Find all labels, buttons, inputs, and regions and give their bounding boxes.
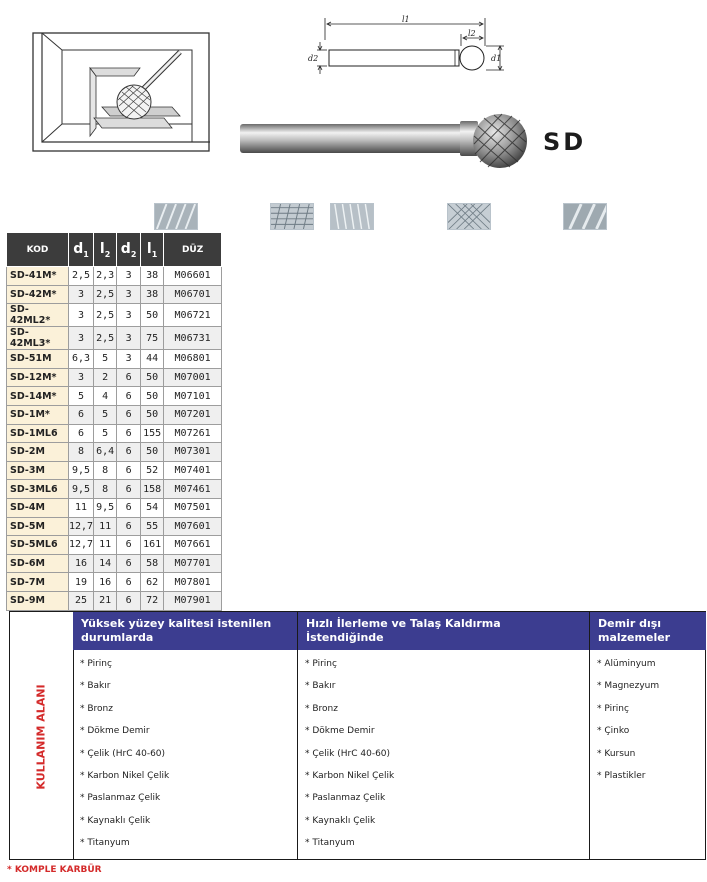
cell-kod: SD-41M*: [7, 267, 69, 286]
cell-d2: 6: [117, 480, 141, 499]
cell-l2: 5: [94, 350, 117, 369]
list-item: * Dökme Demir: [80, 726, 150, 737]
cell-l1: 155: [141, 424, 164, 443]
cell-d2: 6: [117, 424, 141, 443]
table-row: [7, 368, 222, 387]
list-item: * Bakır: [305, 681, 336, 692]
list-item: * Çinko: [597, 726, 630, 737]
cell-kod: SD-14M*: [7, 387, 69, 406]
usage-column-header: Hızlı İlerleme ve Talaş Kaldırma İstendiğinde: [298, 612, 590, 650]
cell-l1: 50: [141, 387, 164, 406]
cell-l2: 14: [94, 554, 117, 573]
cell-l1: 75: [141, 327, 164, 350]
cell-l2: 2,5: [94, 327, 117, 350]
table-row: [7, 461, 222, 480]
cell-d1: 2,5: [69, 267, 94, 286]
cell-duz: M07401: [164, 461, 222, 480]
cell-l2: 2,5: [94, 304, 117, 327]
usage-side-panel: [10, 612, 74, 859]
cell-kod: SD-3M: [7, 461, 69, 480]
cut-pattern-thumbnail: [330, 203, 374, 230]
cell-d1: 6: [69, 424, 94, 443]
l2-label: l2: [468, 29, 476, 38]
usage-column-surface-quality: [73, 612, 297, 859]
table-row: [7, 304, 222, 327]
cell-d1: 19: [69, 573, 94, 592]
usage-area-label: KULLANIM ALANI: [34, 684, 48, 790]
cell-d1: 6: [69, 405, 94, 424]
cell-d2: 6: [117, 554, 141, 573]
cell-duz: M07801: [164, 573, 222, 592]
table-row: [7, 327, 222, 350]
table-row: [7, 591, 222, 610]
cell-duz: M07001: [164, 368, 222, 387]
cell-l2: 11: [94, 536, 117, 555]
cell-duz: M07301: [164, 443, 222, 462]
cell-l1: 161: [141, 536, 164, 555]
spec-table: [6, 232, 222, 611]
cell-l2: 16: [94, 573, 117, 592]
cell-l1: 55: [141, 517, 164, 536]
d1-label: d1: [491, 54, 502, 63]
cell-d2: 6: [117, 517, 141, 536]
cell-l1: 58: [141, 554, 164, 573]
header-l2: $l_2$: [94, 233, 117, 267]
cell-duz: M06701: [164, 285, 222, 304]
usage-column-non-ferrous: [589, 612, 706, 859]
cell-duz: M06731: [164, 327, 222, 350]
table-row: [7, 554, 222, 573]
cell-l1: 38: [141, 267, 164, 286]
list-item: * Pirinç: [80, 659, 112, 669]
cell-kod: SD-3ML6: [7, 480, 69, 499]
cell-l2: 2,5: [94, 285, 117, 304]
header-d1: $d_1$: [69, 233, 94, 267]
cell-kod: SD-42M*: [7, 285, 69, 304]
cut-pattern-thumbnail: [154, 203, 198, 230]
cell-duz: M06601: [164, 267, 222, 286]
cell-l2: 8: [94, 461, 117, 480]
burr-tool-photo: [238, 104, 528, 178]
cell-kod: SD-4M: [7, 498, 69, 517]
cell-l1: 72: [141, 591, 164, 610]
cell-l2: 6,4: [94, 443, 117, 462]
cell-d2: 6: [117, 387, 141, 406]
table-row: [7, 285, 222, 304]
cell-kod: SD-1M*: [7, 405, 69, 424]
cell-d2: 6: [117, 536, 141, 555]
table-row: [7, 443, 222, 462]
cell-l1: 38: [141, 285, 164, 304]
list-item: * Titanyum: [80, 838, 130, 849]
list-item: * Pirinç: [597, 703, 629, 714]
cell-d1: 12,7: [69, 517, 94, 536]
series-code: SD: [543, 128, 587, 156]
cell-kod: SD-9M: [7, 591, 69, 610]
cell-d2: 3: [117, 285, 141, 304]
cell-duz: M07461: [164, 480, 222, 499]
cell-l2: 9,5: [94, 498, 117, 517]
cell-d2: 3: [117, 327, 141, 350]
cell-kod: SD-1ML6: [7, 424, 69, 443]
list-item: * Paslanmaz Çelik: [305, 793, 386, 804]
cell-d1: 8: [69, 443, 94, 462]
cell-d2: 6: [117, 405, 141, 424]
list-item: * Karbon Nikel Çelik: [305, 770, 395, 781]
header-kod: KOD: [7, 233, 69, 267]
cell-d2: 6: [117, 591, 141, 610]
cell-l1: 50: [141, 304, 164, 327]
table-row: [7, 517, 222, 536]
list-item: * Bakır: [80, 681, 111, 692]
cell-duz: M07201: [164, 405, 222, 424]
cell-d2: 6: [117, 368, 141, 387]
list-item: * Magnezyum: [597, 681, 660, 692]
cell-kod: SD-2M: [7, 443, 69, 462]
list-item: * Karbon Nikel Çelik: [80, 770, 170, 781]
cell-d2: 6: [117, 573, 141, 592]
material-list: [590, 650, 706, 791]
table-row: [7, 350, 222, 369]
cell-duz: M07901: [164, 591, 222, 610]
cell-d2: 3: [117, 350, 141, 369]
list-item: * Çelik (HrC 40-60): [80, 748, 166, 759]
l1-label: l1: [402, 15, 410, 24]
list-item: * Kursun: [597, 748, 636, 759]
cell-l2: 11: [94, 517, 117, 536]
cell-d2: 6: [117, 461, 141, 480]
cell-l1: 50: [141, 368, 164, 387]
list-item: * Çelik (HrC 40-60): [305, 748, 391, 759]
cell-l2: 21: [94, 591, 117, 610]
usage-column-header: Demir dışı malzemeler: [590, 612, 706, 650]
header-l1: $l_1$: [141, 233, 164, 267]
list-item: * Pirinç: [305, 659, 337, 669]
list-item: * Paslanmaz Çelik: [80, 793, 161, 804]
list-item: * Alüminyum: [597, 659, 656, 669]
cell-duz: M07701: [164, 554, 222, 573]
cell-d2: 6: [117, 498, 141, 517]
cell-l1: 50: [141, 443, 164, 462]
cell-l2: 2,3: [94, 267, 117, 286]
list-item: * Dökme Demir: [305, 726, 375, 737]
table-row: [7, 480, 222, 499]
cell-kod: SD-5ML6: [7, 536, 69, 555]
list-item: * Bronz: [305, 703, 338, 714]
material-list: [73, 650, 297, 859]
table-row: [7, 424, 222, 443]
cell-kod: SD-51M: [7, 350, 69, 369]
cell-duz: M07501: [164, 498, 222, 517]
cell-d1: 3: [69, 327, 94, 350]
cut-pattern-thumbnail: [270, 203, 314, 230]
list-item: * Titanyum: [305, 838, 355, 849]
cell-l2: 4: [94, 387, 117, 406]
cell-l1: 62: [141, 573, 164, 592]
d2-label: d2: [308, 54, 319, 63]
cell-d2: 3: [117, 304, 141, 327]
cell-d1: 12,7: [69, 536, 94, 555]
cell-d1: 3: [69, 304, 94, 327]
cell-duz: M07661: [164, 536, 222, 555]
cell-d1: 16: [69, 554, 94, 573]
table-row: [7, 536, 222, 555]
cell-duz: M07601: [164, 517, 222, 536]
cell-d1: 25: [69, 591, 94, 610]
table-row: [7, 267, 222, 286]
usage-illustration: [32, 32, 210, 152]
cell-l1: 50: [141, 405, 164, 424]
cell-l1: 158: [141, 480, 164, 499]
cut-pattern-thumbnail: [447, 203, 491, 230]
cell-kod: SD-7M: [7, 573, 69, 592]
list-item: * Plastikler: [597, 770, 646, 781]
cell-kod: SD-12M*: [7, 368, 69, 387]
cell-kod: SD-42ML2*: [7, 304, 69, 327]
table-row: [7, 498, 222, 517]
cell-duz: M06721: [164, 304, 222, 327]
usage-column-fast-removal: [297, 612, 590, 859]
list-item: * Bronz: [80, 703, 113, 714]
cell-l2: 8: [94, 480, 117, 499]
cut-pattern-thumbnail: [563, 203, 607, 230]
footnote: * KOMPLE KARBÜR: [7, 865, 102, 875]
cell-l1: 52: [141, 461, 164, 480]
cell-d1: 9,5: [69, 480, 94, 499]
cell-kod: SD-5M: [7, 517, 69, 536]
header-duz: DÜZ: [164, 233, 222, 267]
table-header-row: [7, 233, 222, 267]
list-item: * Kaynaklı Çelik: [80, 815, 151, 826]
table-row: [7, 387, 222, 406]
header-d2: $d_2$: [117, 233, 141, 267]
cell-d1: 3: [69, 285, 94, 304]
dimension-drawing: [300, 12, 510, 92]
usage-area: [9, 611, 706, 860]
cell-duz: M06801: [164, 350, 222, 369]
cell-d1: 3: [69, 368, 94, 387]
table-row: [7, 405, 222, 424]
material-list: [298, 650, 590, 859]
cell-l2: 5: [94, 424, 117, 443]
cell-kod: SD-6M: [7, 554, 69, 573]
cell-kod: SD-42ML3*: [7, 327, 69, 350]
cell-l1: 44: [141, 350, 164, 369]
list-item: * Kaynaklı Çelik: [305, 815, 376, 826]
cell-duz: M07101: [164, 387, 222, 406]
cell-duz: M07261: [164, 424, 222, 443]
cell-d1: 5: [69, 387, 94, 406]
cell-d1: 6,3: [69, 350, 94, 369]
cell-l2: 2: [94, 368, 117, 387]
cell-d2: 6: [117, 443, 141, 462]
cell-l1: 54: [141, 498, 164, 517]
table-row: [7, 573, 222, 592]
cell-l2: 5: [94, 405, 117, 424]
cell-d2: 3: [117, 267, 141, 286]
usage-column-header: Yüksek yüzey kalitesi istenilen durumlarda: [73, 612, 297, 650]
cell-d1: 11: [69, 498, 94, 517]
cell-d1: 9,5: [69, 461, 94, 480]
